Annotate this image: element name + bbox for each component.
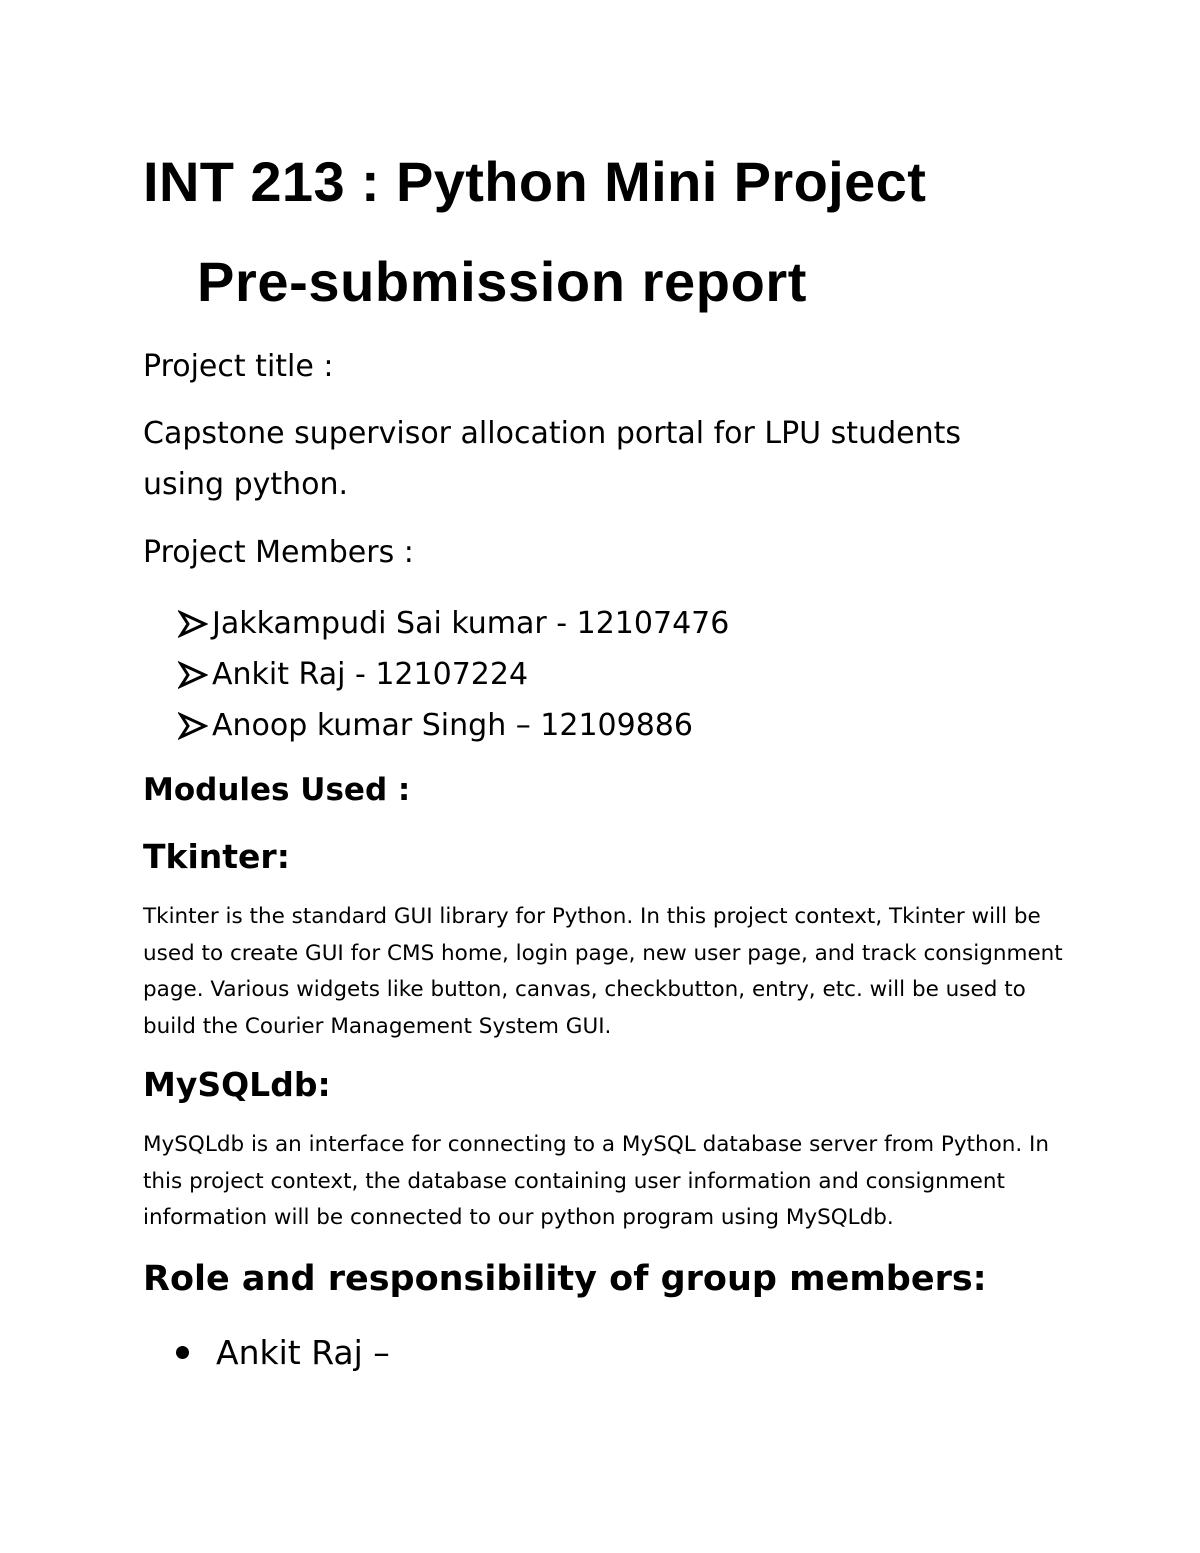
project-title-value: Capstone supervisor allocation portal for LPU students using python. <box>143 416 961 502</box>
round-bullet-icon <box>176 1346 189 1359</box>
member-list-item <box>178 700 729 751</box>
member-list-item <box>178 649 729 700</box>
module-description-mysqldb: MySQLdb is an interface for connecting to a MySQL database server from Python. In this project context, the database containing user information and consignment information will be connected to our python program using MySQLdb. <box>143 1132 1050 1230</box>
arrowhead-bullet-icon <box>178 711 208 741</box>
arrowhead-bullet-icon <box>178 609 208 639</box>
project-title-label: Project title : <box>143 349 334 384</box>
module-description-tkinter: Tkinter is the standard GUI library for Python. In this project context, Tkinter will be used to create GUI for CMS home, login page, new user page, and track consignment page. Various widgets like button, canvas, checkbutton, entry, etc. will be used to build the Courier Management System GUI. <box>143 904 1063 1039</box>
role-list-item <box>170 1326 390 1378</box>
modules-heading: Modules Used : <box>143 772 411 808</box>
role-member-name: Ankit Raj – <box>216 1332 390 1372</box>
member-list-item <box>178 598 729 649</box>
roles-heading: Role and responsibility of group members: <box>143 1259 987 1299</box>
project-members-list <box>178 598 729 751</box>
member-name: Jakkampudi Sai kumar - 12107476 <box>212 606 730 641</box>
arrowhead-bullet-icon <box>178 660 208 690</box>
member-name: Ankit Raj - 12107224 <box>212 657 529 692</box>
roles-list <box>170 1326 390 1378</box>
module-name-mysqldb: MySQLdb: <box>143 1065 331 1104</box>
project-members-label: Project Members : <box>143 535 414 570</box>
member-name: Anoop kumar Singh – 12109886 <box>212 708 693 743</box>
document-title-line-1: INT 213 : Python Mini Project <box>143 150 927 213</box>
module-name-tkinter: Tkinter: <box>143 837 290 876</box>
document-title-line-2: Pre-submission report <box>197 250 808 313</box>
